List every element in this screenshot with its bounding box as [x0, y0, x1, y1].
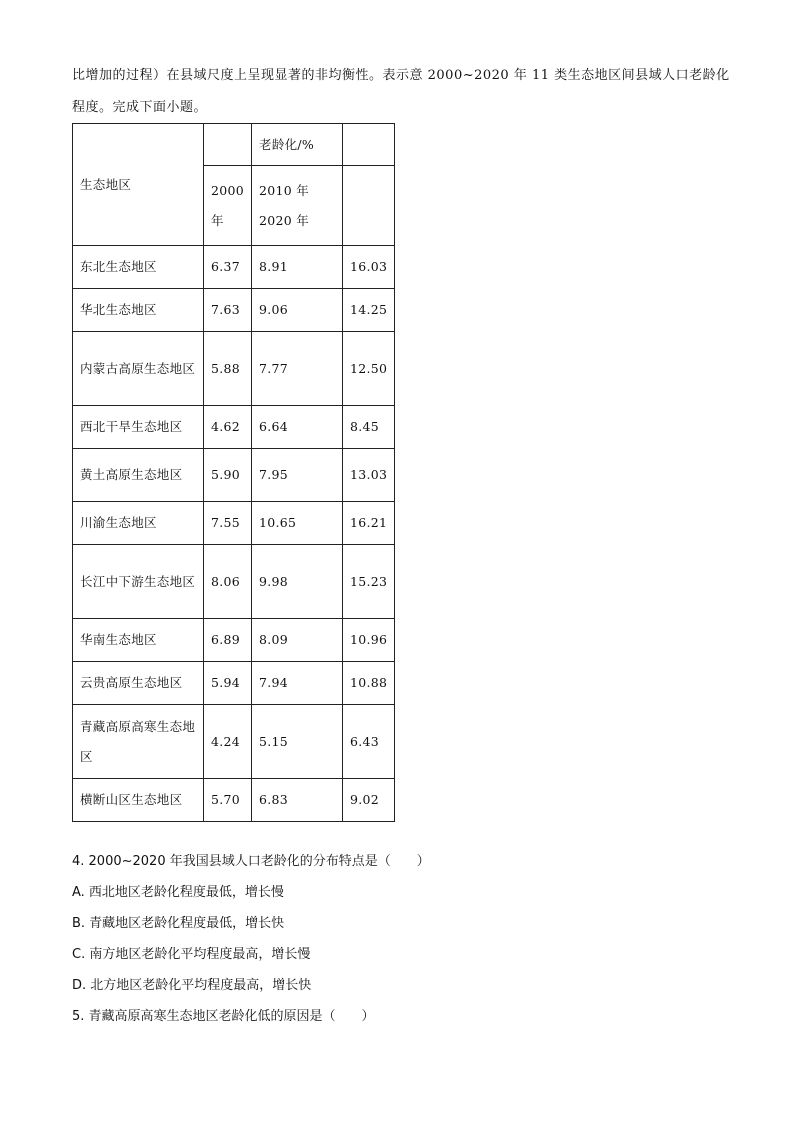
value-2000-cell: 4.62 — [204, 406, 252, 449]
region-cell: 横断山区生态地区 — [73, 779, 204, 822]
value-2020-cell: 6.43 — [343, 705, 395, 779]
region-cell: 西北干旱生态地区 — [73, 406, 204, 449]
value-2010-cell: 6.83 — [252, 779, 343, 822]
table-row — [73, 289, 395, 332]
aging-table — [72, 123, 395, 822]
table-row — [73, 246, 395, 289]
region-cell: 青藏高原高寒生态地区 — [73, 705, 204, 779]
value-2010-cell: 7.95 — [252, 449, 343, 502]
table-row — [73, 619, 395, 662]
value-2010-cell: 7.94 — [252, 662, 343, 705]
intro-paragraph — [72, 60, 732, 124]
q4-option-d: D. 北方地区老龄化平均程度最高，增长快 — [72, 978, 312, 993]
table-header-row-1 — [73, 124, 395, 166]
region-cell: 华南生态地区 — [73, 619, 204, 662]
header-2000: 2000 年 — [204, 166, 252, 246]
region-cell: 长江中下游生态地区 — [73, 545, 204, 619]
value-2000-cell: 4.24 — [204, 705, 252, 779]
region-cell: 东北生态地区 — [73, 246, 204, 289]
region-cell: 云贵高原生态地区 — [73, 662, 204, 705]
value-2000-cell: 5.90 — [204, 449, 252, 502]
table-row — [73, 662, 395, 705]
value-2000-cell: 5.88 — [204, 332, 252, 406]
value-2000-cell: 7.63 — [204, 289, 252, 332]
table-row — [73, 779, 395, 822]
table-row — [73, 705, 395, 779]
q4-option-c: C. 南方地区老龄化平均程度最高，增长慢 — [72, 947, 311, 962]
header-group: 老龄化/% — [252, 124, 343, 166]
value-2000-cell: 6.89 — [204, 619, 252, 662]
region-cell: 内蒙古高原生态地区 — [73, 332, 204, 406]
header-2010-2020: 2010 年 2020 年 — [252, 166, 343, 246]
value-2010-cell: 9.06 — [252, 289, 343, 332]
value-2000-cell: 5.94 — [204, 662, 252, 705]
value-2010-cell: 10.65 — [252, 502, 343, 545]
value-2010-cell: 6.64 — [252, 406, 343, 449]
value-2020-cell: 9.02 — [343, 779, 395, 822]
value-2000-cell: 7.55 — [204, 502, 252, 545]
table-row — [73, 545, 395, 619]
value-2000-cell: 8.06 — [204, 545, 252, 619]
region-cell: 华北生态地区 — [73, 289, 204, 332]
region-cell: 川渝生态地区 — [73, 502, 204, 545]
value-2010-cell: 9.98 — [252, 545, 343, 619]
value-2020-cell: 10.96 — [343, 619, 395, 662]
value-2020-cell: 12.50 — [343, 332, 395, 406]
value-2010-cell: 8.91 — [252, 246, 343, 289]
intro-line-1: 比增加的过程）在县域尺度上呈现显著的非均衡性。表示意 2000~2020 年 11 类生态地区间县域人口老龄化 — [72, 68, 730, 83]
table-row — [73, 332, 395, 406]
questions-section — [72, 846, 732, 1032]
table-row — [73, 502, 395, 545]
value-2010-cell: 8.09 — [252, 619, 343, 662]
value-2000-cell: 6.37 — [204, 246, 252, 289]
value-2020-cell: 15.23 — [343, 545, 395, 619]
value-2020-cell: 16.21 — [343, 502, 395, 545]
value-2020-cell: 14.25 — [343, 289, 395, 332]
question-4: 4. 2000~2020 年我国县域人口老龄化的分布特点是（ ） — [72, 854, 430, 869]
value-2020-cell: 13.03 — [343, 449, 395, 502]
q4-option-b: B. 青藏地区老龄化程度最低，增长快 — [72, 916, 285, 931]
table-row — [73, 449, 395, 502]
value-2020-cell: 16.03 — [343, 246, 395, 289]
table-row — [73, 406, 395, 449]
value-2020-cell: 10.88 — [343, 662, 395, 705]
q4-option-a: A. 西北地区老龄化程度最低，增长慢 — [72, 885, 284, 900]
value-2020-cell: 8.45 — [343, 406, 395, 449]
value-2010-cell: 5.15 — [252, 705, 343, 779]
region-cell: 黄土高原生态地区 — [73, 449, 204, 502]
header-empty-cell — [343, 124, 395, 166]
intro-line-2: 程度。完成下面小题。 — [72, 100, 208, 115]
value-2010-cell: 7.77 — [252, 332, 343, 406]
header-empty-cell — [343, 166, 395, 246]
header-region: 生态地区 — [73, 124, 204, 246]
question-5: 5. 青藏高原高寒生态地区老龄化低的原因是（ ） — [72, 1009, 375, 1024]
header-empty-cell — [204, 124, 252, 166]
value-2000-cell: 5.70 — [204, 779, 252, 822]
